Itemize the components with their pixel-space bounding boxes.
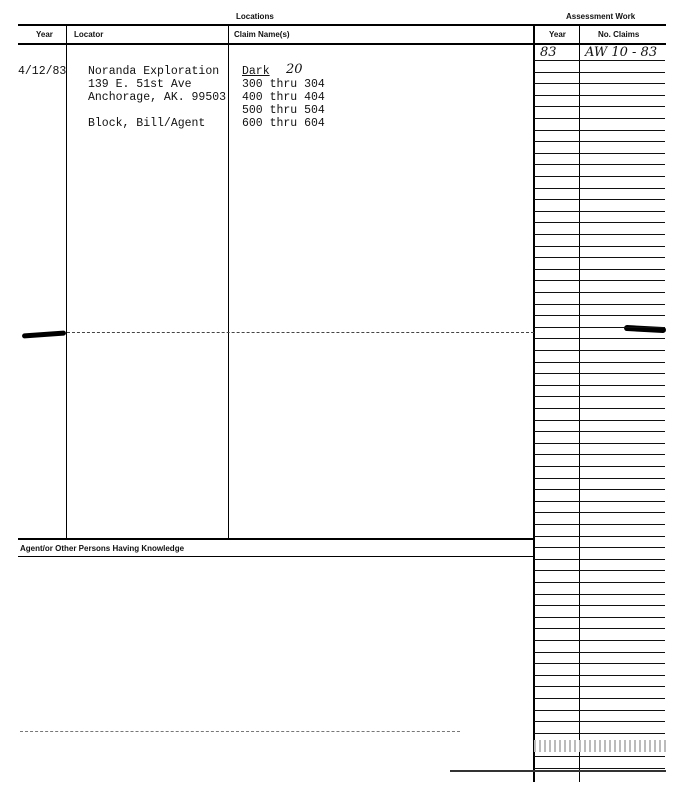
grid-row-line	[534, 443, 665, 444]
aw-year-claims-divider	[579, 25, 580, 782]
scan-noise-line	[450, 770, 666, 772]
claim-count: 20	[286, 62, 303, 77]
grid-row-line	[534, 408, 665, 409]
grid-row-line	[534, 431, 665, 432]
grid-row-line	[534, 373, 665, 374]
locator-line: Block, Bill/Agent	[88, 117, 206, 130]
locator-column-header: Locator	[74, 30, 104, 39]
grid-row-line	[534, 385, 665, 386]
grid-row-line	[534, 234, 665, 235]
grid-row-line	[534, 756, 665, 757]
no-claims-column-header: No. Claims	[598, 30, 640, 39]
grid-row-line	[534, 489, 665, 490]
grid-row-line	[534, 362, 665, 363]
aw-claims-entry: AW 10 - 83	[585, 45, 658, 60]
claims-aw-divider	[533, 25, 535, 782]
year-column-header: Year	[36, 30, 53, 39]
grid-row-line	[534, 106, 665, 107]
grid-row-line	[534, 211, 665, 212]
grid-row-line	[534, 582, 665, 583]
grid-row-line	[534, 628, 665, 629]
assessment-work-header: Assessment Work	[566, 12, 636, 21]
grid-row-line	[534, 721, 665, 722]
grid-row-line	[534, 280, 665, 281]
grid-row-line	[534, 675, 665, 676]
grid-row-line	[534, 768, 665, 769]
grid-row-line	[534, 652, 665, 653]
grid-row-line	[534, 315, 665, 316]
scan-noise-block	[534, 740, 666, 752]
margin-mark-left	[22, 330, 66, 338]
claim-names-column-header: Claim Name(s)	[234, 30, 290, 39]
locator-claims-divider	[228, 25, 229, 538]
top-rule	[18, 24, 666, 26]
agent-label: Agent/or Other Persons Having Knowledge	[20, 544, 185, 553]
grid-row-line	[534, 663, 665, 664]
grid-row-line	[534, 350, 665, 351]
grid-row-line	[534, 547, 665, 548]
grid-row-line	[534, 559, 665, 560]
grid-row-line	[534, 466, 665, 467]
grid-row-line	[534, 338, 665, 339]
grid-row-line	[534, 141, 665, 142]
grid-row-line	[534, 640, 665, 641]
fold-line	[62, 332, 534, 333]
grid-row-line	[534, 327, 665, 328]
header-rule	[18, 43, 666, 45]
grid-row-line	[534, 222, 665, 223]
grid-row-line	[534, 454, 665, 455]
grid-row-line	[534, 570, 665, 571]
locator-line: Noranda Exploration	[88, 65, 220, 78]
claim-line: 400 thru 404	[242, 91, 325, 104]
entry-date: 4/12/83	[18, 65, 67, 78]
grid-row-line	[534, 176, 665, 177]
aw-year-column-header: Year	[549, 30, 566, 39]
grid-row-line	[534, 420, 665, 421]
grid-row-line	[534, 153, 665, 154]
year-locator-divider	[66, 25, 67, 538]
claim-line: 600 thru 604	[242, 117, 325, 130]
grid-row-line	[534, 594, 665, 595]
grid-row-line	[534, 512, 665, 513]
aw-year-entry: 83	[540, 45, 557, 60]
grid-row-line	[534, 83, 665, 84]
claim-title: Dark	[242, 65, 270, 78]
grid-row-line	[534, 733, 665, 734]
locations-header: Locations	[236, 12, 274, 21]
grid-row-line	[534, 164, 665, 165]
grid-row-line	[534, 686, 665, 687]
grid-row-line	[534, 199, 665, 200]
scan-noise-line	[20, 731, 460, 732]
grid-row-line	[534, 698, 665, 699]
grid-row-line	[534, 60, 665, 61]
grid-row-line	[534, 710, 665, 711]
claim-line: 500 thru 504	[242, 104, 325, 117]
grid-row-line	[534, 257, 665, 258]
grid-row-line	[534, 478, 665, 479]
grid-row-line	[534, 501, 665, 502]
grid-row-line	[534, 95, 665, 96]
agent-rule	[18, 556, 534, 557]
locator-line: Anchorage, AK. 99503	[88, 91, 227, 104]
grid-row-line	[534, 118, 665, 119]
grid-row-line	[534, 246, 665, 247]
claim-line: 300 thru 304	[242, 78, 325, 91]
table-bottom-rule	[18, 538, 534, 540]
grid-row-line	[534, 524, 665, 525]
grid-row-line	[534, 396, 665, 397]
grid-row-line	[534, 617, 665, 618]
grid-row-line	[534, 605, 665, 606]
grid-row-line	[534, 130, 665, 131]
grid-row-line	[534, 72, 665, 73]
grid-row-line	[534, 304, 665, 305]
grid-row-line	[534, 292, 665, 293]
grid-row-line	[534, 536, 665, 537]
grid-row-line	[534, 269, 665, 270]
grid-row-line	[534, 188, 665, 189]
locator-line: 139 E. 51st Ave	[88, 78, 192, 91]
